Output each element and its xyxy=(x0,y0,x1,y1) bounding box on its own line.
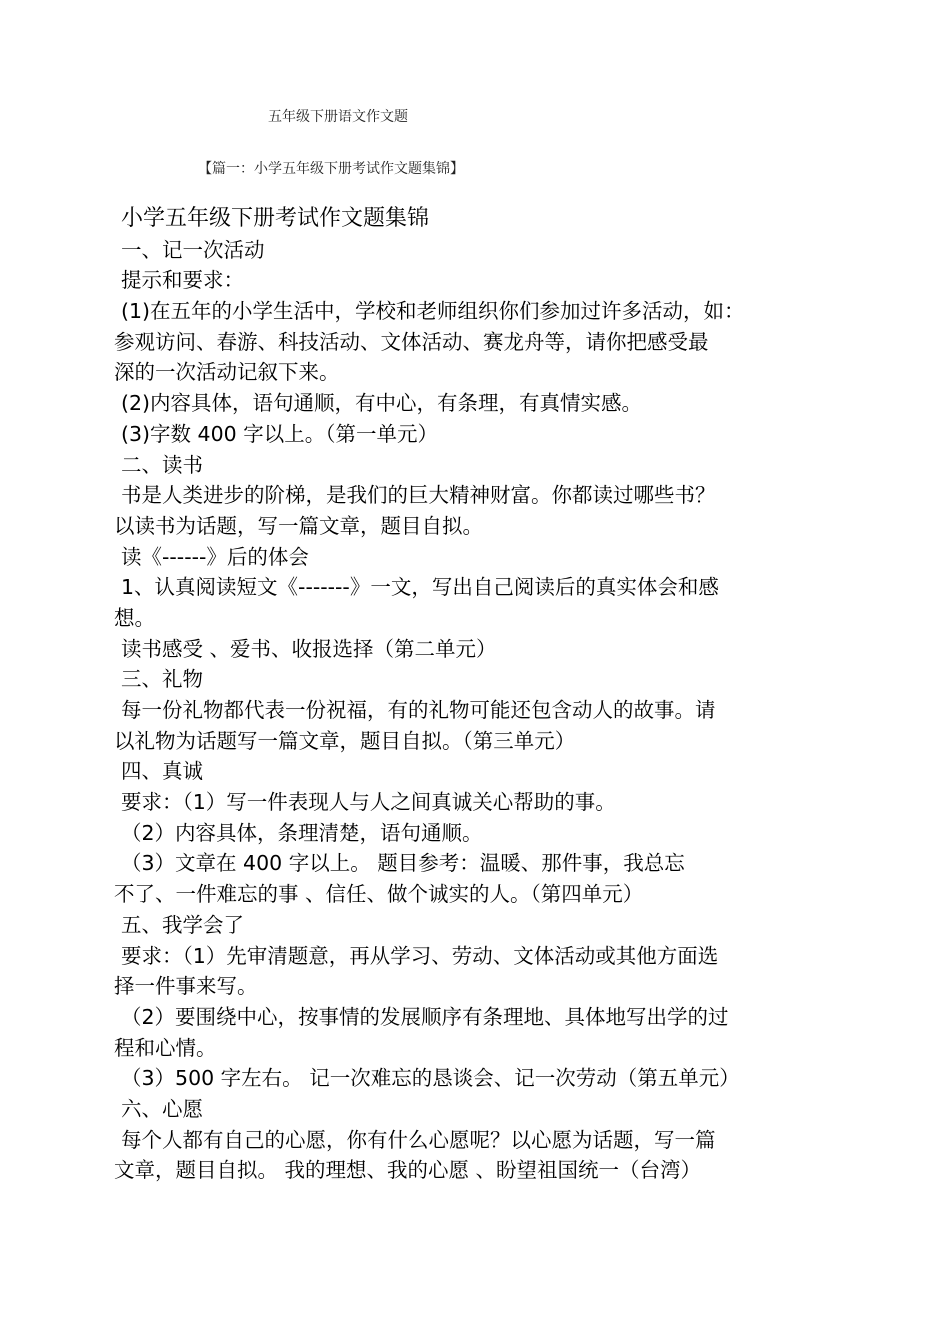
text-line: 每一份礼物都代表一份祝福，有的礼物可能还包含动人的故事。请 xyxy=(121,698,716,722)
text-line: 以礼物为话题写一篇文章，题目自拟。（第三单元） xyxy=(114,728,576,753)
text-line: 择一件事来写。 xyxy=(114,974,258,999)
text-line: 五、我学会了 xyxy=(121,912,244,937)
text-line: 要求：（1）先审清题意，再从学习、劳动、文体活动或其他方面选 xyxy=(121,943,719,968)
text-line: 深的一次活动记叙下来。 xyxy=(114,360,340,385)
text-line: （2）内容具体，条理清楚，语句通顺。 xyxy=(121,820,483,845)
document-heading: 小学五年级下册考试作文题集锦 xyxy=(121,206,430,231)
text-line: （3）500 字左右。 记一次难忘的恳谈会、记一次劳动（第五单元） xyxy=(121,1066,740,1091)
text-line: （2）要围绕中心，按事情的发展顺序有条理地、具体地写出学的过 xyxy=(121,1004,729,1029)
text-line: 文章，题目自拟。 我的理想、我的心愿 、盼望祖国统一（台湾） xyxy=(114,1158,702,1183)
text-line: 以读书为话题，写一篇文章，题目自拟。 xyxy=(114,513,483,538)
text-line: 读书感受 、爱书、收报选择（第二单元） xyxy=(121,636,497,661)
text-line: 想。 xyxy=(114,605,155,630)
text-line: (2)内容具体，语句通顺，有中心，有条理，有真情实感。 xyxy=(121,391,643,416)
text-line: 二、读书 xyxy=(121,452,203,477)
text-line: 读《------》后的体会 xyxy=(121,544,309,569)
text-line: 四、真诚 xyxy=(121,759,203,784)
text-line: 书是人类进步的阶梯，是我们的巨大精神财富。你都读过哪些书？ xyxy=(121,483,716,508)
text-line: 要求：（1）写一件表现人与人之间真诚关心帮助的事。 xyxy=(121,790,616,815)
text-line: （3）文章在 400 字以上。 题目参考：温暖、那件事，我总忘 xyxy=(121,851,685,876)
text-line: (1)在五年的小学生活中，学校和老师组织你们参加过许多活动，如： xyxy=(121,299,745,324)
document-title: 五年级下册语文作文题 xyxy=(268,109,408,125)
document-body xyxy=(114,204,874,1186)
text-line: (3)字数 400 字以上。（第一单元） xyxy=(121,421,438,446)
document-subtitle: 【篇一：小学五年级下册考试作文题集锦】 xyxy=(198,161,464,177)
text-line: 提示和要求： xyxy=(121,268,244,293)
text-line: 六、心愿 xyxy=(121,1096,203,1121)
text-line: 1、认真阅读短文《-------》一文，写出自己阅读后的真实体会和感 xyxy=(121,575,719,600)
text-line: 三、礼物 xyxy=(121,667,203,692)
text-line: 程和心情。 xyxy=(114,1035,217,1060)
text-line: 每个人都有自己的心愿，你有什么心愿呢？以心愿为话题，写一篇 xyxy=(121,1127,716,1152)
text-line: 一、记一次活动 xyxy=(121,237,265,262)
text-line: 不了、一件难忘的事 、信任、做个诚实的人。（第四单元） xyxy=(114,882,644,907)
text-line: 参观访问、春游、科技活动、文体活动、赛龙舟等，请你把感受最 xyxy=(114,329,709,354)
